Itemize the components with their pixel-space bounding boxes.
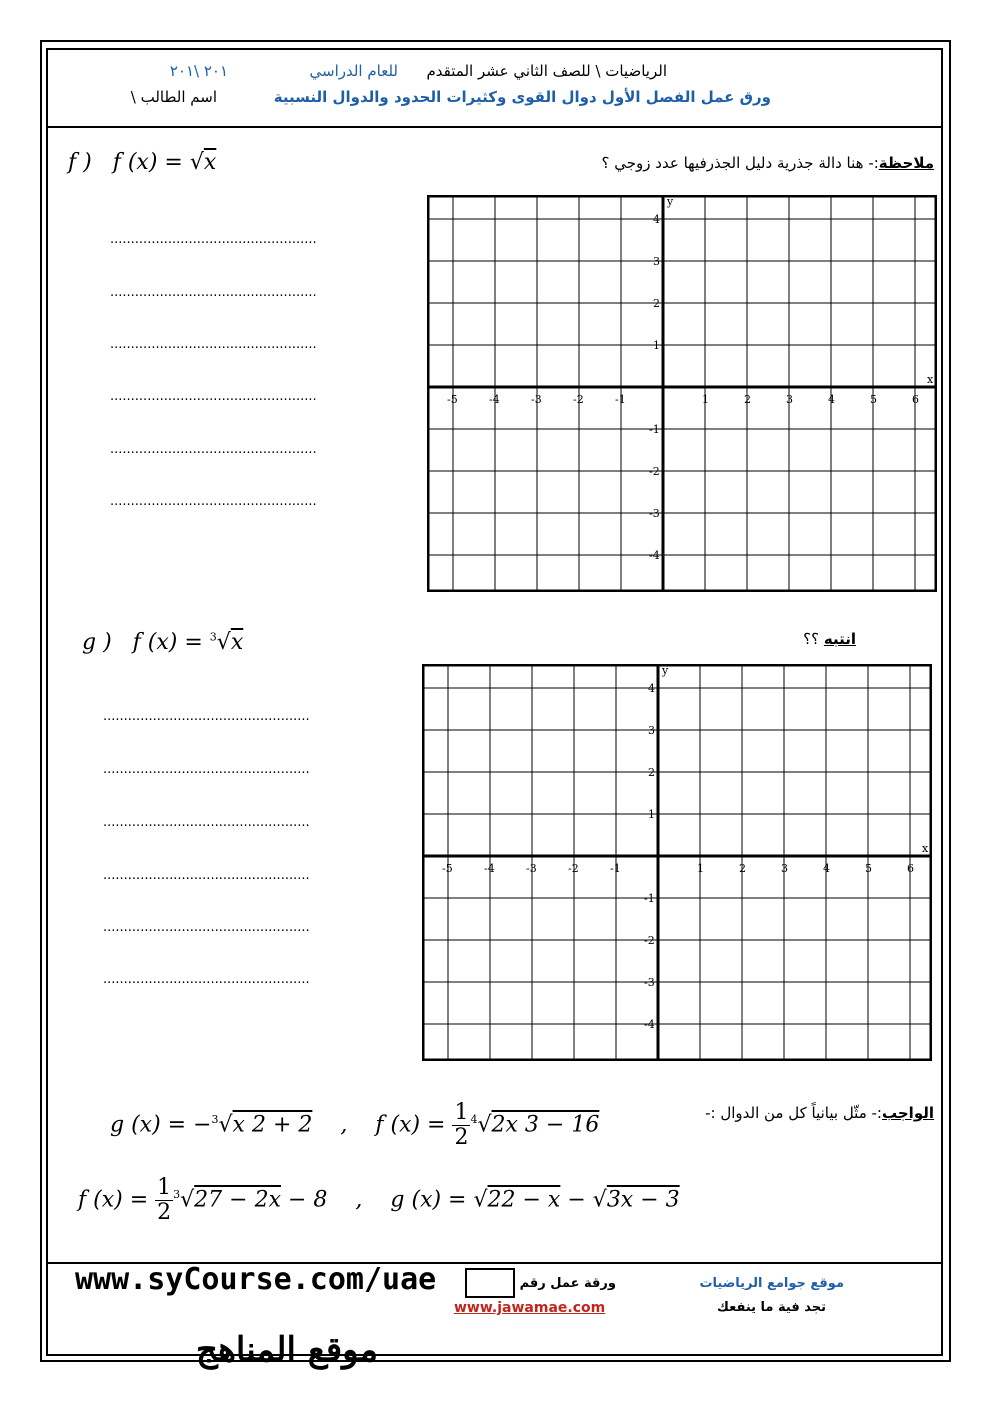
y-tick-label: 4	[648, 682, 655, 695]
worksheet-number-box[interactable]	[465, 1268, 515, 1298]
coordinate-grid-f[interactable]	[427, 195, 937, 592]
footer-big-link[interactable]: www.syCourse.com/uae	[75, 1262, 437, 1297]
eq-separator: ,	[340, 1112, 348, 1138]
answer-line[interactable]: ..................................................	[110, 285, 317, 300]
note-g	[803, 630, 856, 648]
func-f-radicand: x	[203, 150, 217, 175]
eq1-radicand: x 2 + 2	[232, 1112, 313, 1138]
coordinate-grid-g[interactable]	[422, 664, 932, 1061]
y-tick-label: 4	[653, 213, 660, 226]
x-tick-label: 3	[781, 862, 788, 875]
x-tick-label: -2	[568, 862, 579, 875]
func-g-index: 3	[209, 630, 217, 644]
func-g-expression	[82, 630, 243, 655]
note-f	[602, 154, 934, 172]
eq3-index: 3	[173, 1188, 181, 1201]
header-year-label: للعام الدراسي	[309, 62, 398, 80]
sqrt-symbol: √	[473, 1187, 488, 1213]
cbrt-symbol: √	[218, 1112, 233, 1138]
y-tick-label: 2	[648, 766, 655, 779]
eq2-denominator: 2	[454, 1124, 469, 1150]
func-g-label: g )	[82, 630, 112, 655]
x-tick-label: -2	[573, 393, 584, 406]
eq4-radicand-2: 3x − 3	[606, 1187, 680, 1213]
x-tick-label: 4	[823, 862, 830, 875]
x-tick-label: 5	[870, 393, 877, 406]
eq2-radicand: 2x 3 − 16	[491, 1112, 600, 1138]
eq3-radicand: 27 − 2x	[194, 1187, 281, 1213]
x-tick-label: -4	[484, 862, 495, 875]
x-tick-label: 4	[828, 393, 835, 406]
footer-site-name: موقع جوامع الرياضيات	[699, 1276, 844, 1291]
homework-equations-row2	[78, 1165, 680, 1230]
x-tick-label: 3	[786, 393, 793, 406]
y-tick-label: 1	[653, 339, 660, 352]
eq4-radicand-1: 22 − x	[487, 1187, 561, 1213]
x-tick-label: -4	[489, 393, 500, 406]
y-tick-label: 2	[653, 297, 660, 310]
eq-separator: ,	[355, 1187, 363, 1213]
x-tick-label: 6	[912, 393, 919, 406]
func-f-expression	[68, 150, 216, 175]
cbrt-symbol: √	[216, 630, 231, 655]
x-tick-label: 1	[702, 393, 709, 406]
x-axis-label: x	[927, 373, 934, 386]
grid-border	[428, 196, 936, 591]
root4-symbol: √	[477, 1112, 492, 1138]
homework-note	[705, 1104, 934, 1122]
y-tick-label: -3	[644, 976, 655, 989]
y-tick-label: -2	[644, 934, 655, 947]
homework-title: الواجب	[881, 1104, 934, 1122]
y-tick-label: -1	[644, 892, 655, 905]
y-tick-label: -2	[649, 465, 660, 478]
answer-line[interactable]: ..................................................	[103, 972, 310, 987]
x-tick-label: -1	[615, 393, 626, 406]
homework-text: :- مثّل بيانياً كل من الدوال :-	[705, 1104, 882, 1122]
grid-border	[423, 665, 931, 1060]
answer-line[interactable]: ..................................................	[110, 494, 317, 509]
y-tick-label: 3	[648, 724, 655, 737]
answer-line[interactable]: ..................................................	[110, 389, 317, 404]
eq1-lhs: g (x) = −	[110, 1112, 212, 1138]
x-tick-label: 5	[865, 862, 872, 875]
x-tick-label: 1	[697, 862, 704, 875]
x-tick-label: -3	[531, 393, 542, 406]
func-g-lhs: f (x) =	[132, 630, 203, 655]
y-axis-label: y	[662, 664, 669, 677]
x-tick-label: 6	[907, 862, 914, 875]
func-f-label: f )	[68, 150, 92, 175]
eq4-minus: −	[567, 1187, 586, 1213]
note-f-text: :- هنا دالة جذرية دليل الجذرفيها عدد زوجي ؟	[601, 154, 879, 172]
note-g-text: ؟؟	[803, 630, 820, 648]
answer-line[interactable]: ..................................................	[103, 868, 310, 883]
eq2-fraction	[452, 1101, 470, 1150]
footer-site-url[interactable]: www.jawamae.com	[454, 1300, 606, 1316]
answer-line[interactable]: ..................................................	[103, 920, 310, 935]
x-tick-label: -3	[526, 862, 537, 875]
header-subject: الرياضيات \ للصف الثاني عشر المتقدم	[426, 62, 667, 80]
eq2-lhs: f (x) =	[375, 1112, 446, 1138]
eq4-lhs: g (x) =	[390, 1187, 467, 1213]
x-tick-label: -5	[442, 862, 453, 875]
x-axis-label: x	[922, 842, 929, 855]
note-f-title: ملاحظة	[878, 154, 934, 172]
footer-worksheet-number: ورقة عمل رقم	[519, 1276, 616, 1291]
header-divider	[46, 126, 943, 128]
eq2-numerator: 1	[454, 1099, 469, 1125]
eq3-fraction	[155, 1176, 173, 1225]
header-year: ٢٠١ \٢٠١	[169, 62, 228, 80]
sqrt-symbol: √	[189, 150, 204, 175]
y-tick-label: 3	[653, 255, 660, 268]
cbrt-symbol: √	[180, 1187, 195, 1213]
answer-line[interactable]: ..................................................	[103, 762, 310, 777]
eq3-tail: − 8	[288, 1187, 328, 1213]
func-g-radicand: x	[230, 630, 244, 655]
eq1-index: 3	[211, 1113, 219, 1126]
homework-equations-row1	[110, 1090, 599, 1155]
y-tick-label: -1	[649, 423, 660, 436]
func-f-lhs: f (x) =	[112, 150, 183, 175]
eq2-index: 4	[470, 1113, 478, 1126]
footer-stamp: موقع المناهج	[196, 1330, 378, 1370]
note-g-title: انتبه	[823, 630, 856, 648]
header-title: ورق عمل الفصل الأول دوال القوى وكثيرات الحدود والدوال النسبية	[273, 88, 771, 106]
answer-line[interactable]: ..................................................	[103, 709, 310, 724]
x-tick-label: -5	[447, 393, 458, 406]
eq3-denominator: 2	[157, 1199, 172, 1225]
footer-slogan: تجد فية ما ينفعك	[717, 1300, 826, 1315]
y-tick-label: 1	[648, 808, 655, 821]
answer-line[interactable]: ..................................................	[110, 442, 317, 457]
y-axis-label: y	[667, 195, 674, 208]
answer-line[interactable]: ..................................................	[103, 815, 310, 830]
x-tick-label: -1	[610, 862, 621, 875]
header-student-name: اسم الطالب \	[130, 88, 217, 106]
x-tick-label: 2	[744, 393, 751, 406]
y-tick-label: -4	[644, 1018, 655, 1031]
sqrt-symbol: √	[592, 1187, 607, 1213]
x-tick-label: 2	[739, 862, 746, 875]
eq3-lhs: f (x) =	[78, 1187, 149, 1213]
answer-line[interactable]: ..................................................	[110, 337, 317, 352]
eq3-numerator: 1	[157, 1174, 172, 1200]
y-tick-label: -4	[649, 549, 660, 562]
answer-line[interactable]: ..................................................	[110, 232, 317, 247]
y-tick-label: -3	[649, 507, 660, 520]
